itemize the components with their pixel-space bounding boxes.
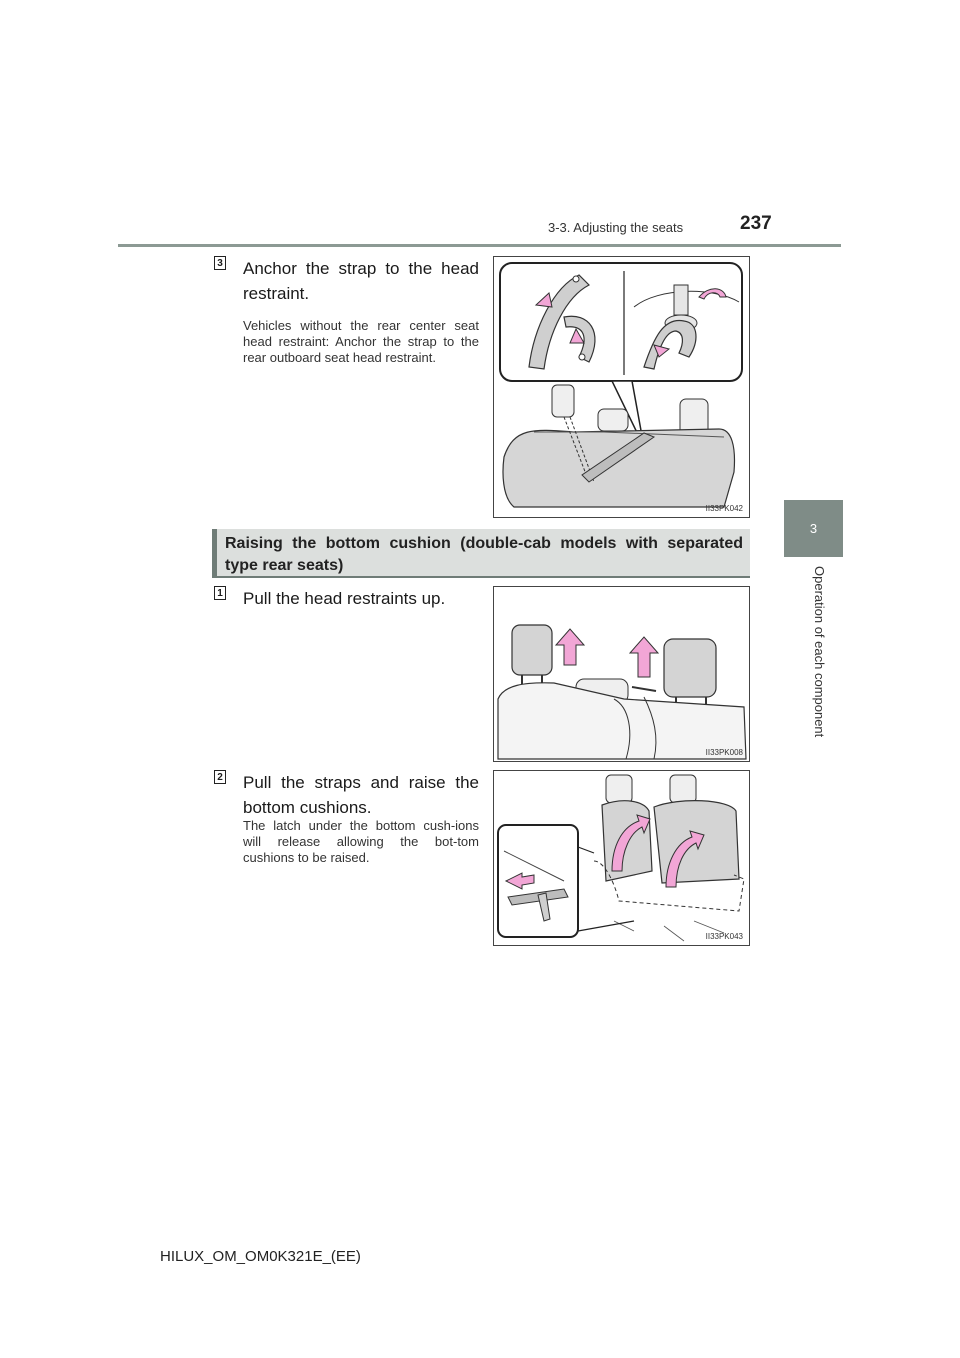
step-note: The latch under the bottom cush-ions will release allowing the bot-tom cushions to be raised.	[243, 818, 479, 865]
chapter-tab-label: Operation of each component	[812, 566, 827, 738]
step-instruction: Anchor the strap to the head restraint.	[243, 259, 479, 303]
figure-code: II33PK008	[705, 748, 743, 757]
figure-strap-anchor	[493, 256, 750, 518]
step-number-badge: 2	[214, 770, 226, 784]
step-instruction: Pull the head restraints up.	[243, 589, 446, 608]
section-heading: Raising the bottom cushion (double-cab models with separated type rear seats)	[225, 535, 743, 574]
page-number: 237	[740, 213, 772, 234]
figure-code: II33PK042	[705, 504, 743, 513]
bottom-cushion-illustration	[494, 771, 749, 945]
section-heading-rule	[212, 576, 750, 578]
figure-pull-head-restraints	[493, 586, 750, 762]
figure-code: II33PK043	[705, 932, 743, 941]
section-title: 3-3. Adjusting the seats	[548, 220, 684, 235]
figure-raise-bottom-cushions	[493, 770, 750, 946]
step-number-badge: 3	[214, 256, 226, 270]
step-instruction: Pull the straps and raise the bottom cushions.	[243, 773, 479, 817]
step-note: Vehicles without the rear center seat head restraint: Anchor the strap to the rear outboard seat head restraint.	[243, 318, 479, 365]
header-divider	[118, 244, 841, 247]
step-number-badge: 1	[214, 586, 226, 600]
head-restraints-illustration	[494, 587, 749, 761]
strap-anchor-illustration	[494, 257, 749, 517]
chapter-tab-number: 3	[809, 521, 818, 536]
document-footer-id: HILUX_OM_OM0K321E_(EE)	[160, 1248, 361, 1265]
